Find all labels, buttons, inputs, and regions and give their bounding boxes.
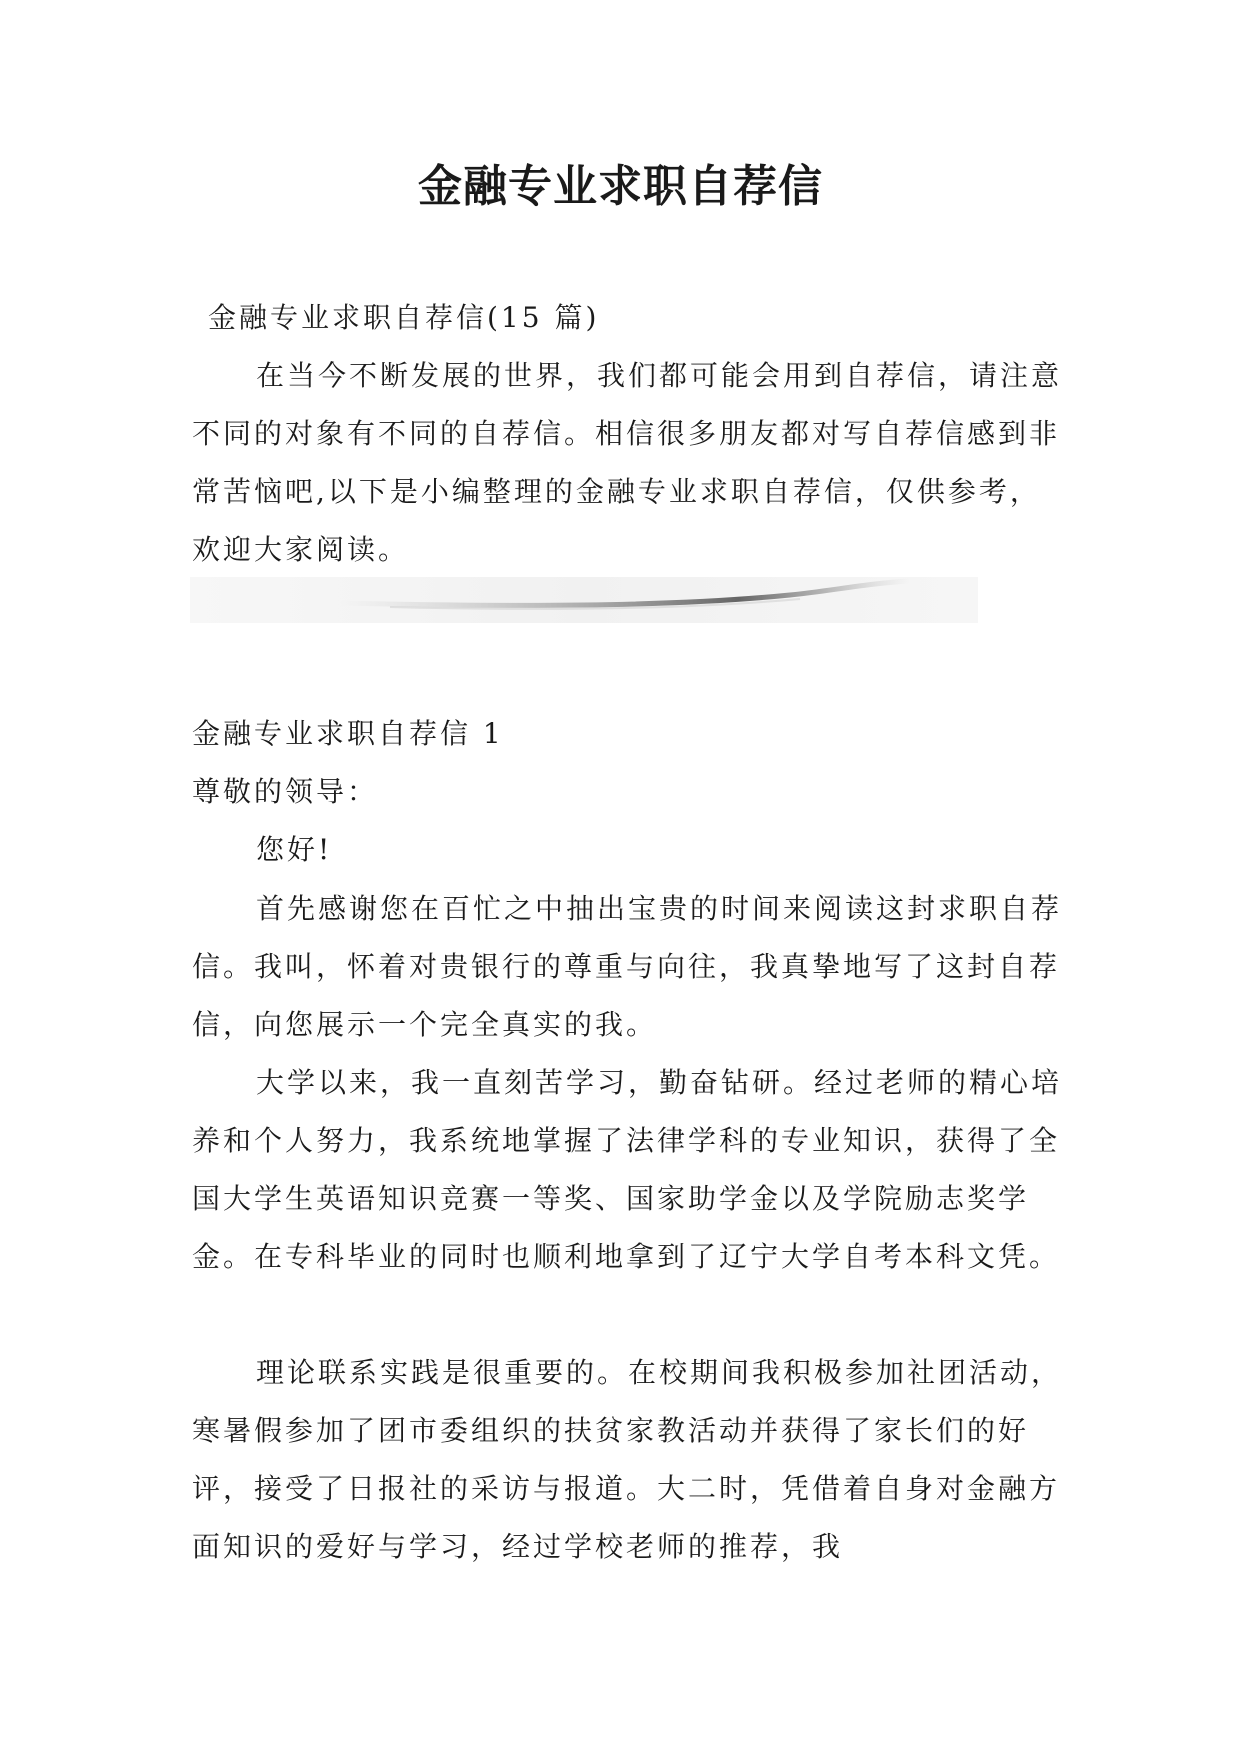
section-heading: 金融专业求职自荐信 1 [192,717,504,750]
decorative-brush-stroke [190,577,978,623]
intro-paragraph: 在当今不断发展的世界，我们都可能会用到自荐信，请注意不同的对象有不同的自荐信。相信很多朋友都对写自荐信感到非常苦恼吧,以下是小编整理的金融专业求职自荐信，仅供参考，欢迎大家阅读。 [192,359,1063,566]
body-paragraph: 首先感谢您在百忙之中抽出宝贵的时间来阅读这封求职自荐信。我叫，怀着对贵银行的尊重与向往，我真挚地写了这封自荐信，向您展示一个完全真实的我。 [192,892,1063,1041]
document-subtitle: 金融专业求职自荐信(15 篇) [208,301,600,334]
document-title: 金融专业求职自荐信 [418,161,823,212]
salutation: 尊敬的领导： [192,775,379,808]
body-paragraph: 理论联系实践是很重要的。在校期间我积极参加社团活动，寒暑假参加了团市委组织的扶贫家教活动并获得了家长们的好评，接受了日报社的采访与报道。大二时，凭借着自身对金融方面知识的爱好与学习，经过学校老师的推荐，我 [192,1356,1063,1563]
greeting: 您好! [256,833,333,866]
body-paragraph: 大学以来，我一直刻苦学习，勤奋钻研。经过老师的精心培养和个人努力，我系统地掌握了法律学科的专业知识，获得了全国大学生英语知识竞赛一等奖、国家助学金以及学院励志奖学金。在专科毕业的同时也顺利地拿到了辽宁大学自考本科文凭。 [192,1066,1063,1273]
